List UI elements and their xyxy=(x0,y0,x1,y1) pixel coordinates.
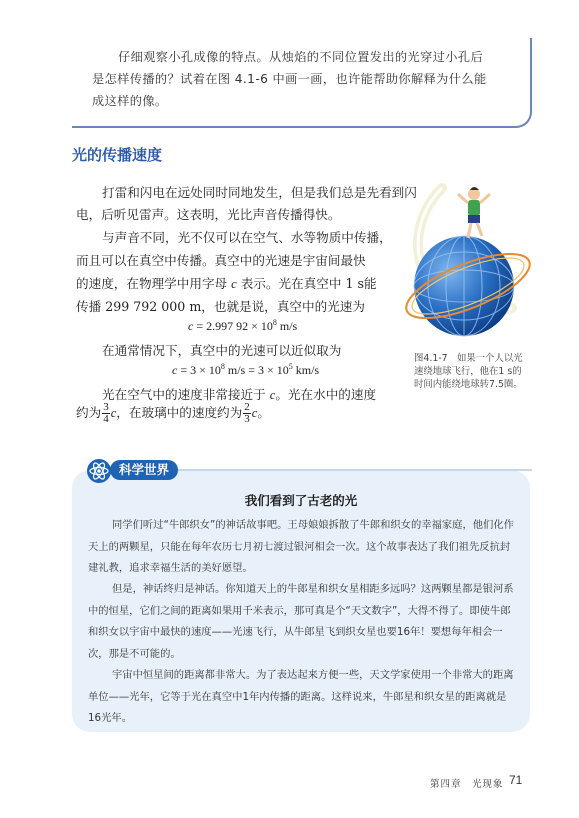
body-line-fractions: 约为 $\frac{3}{4}$ c，在玻璃中的速度约为 $\frac{2}{3}$ c。 xyxy=(76,401,270,425)
body-line: 与声音不同，光不仅可以在空气、水等物质中传播， xyxy=(102,230,392,245)
activity-box xyxy=(72,38,532,128)
fraction-water: $\frac{3}{4}$ xyxy=(103,401,109,425)
body-line: 光在空气中的速度非常接近于 c。光在水中的速度 xyxy=(102,387,377,402)
body-line: 传播 299 792 000 m，也就是说，真空中的光速为 xyxy=(76,299,365,314)
body-line: 的速度，在物理学中用字母 c 表示。光在真空中 1 s能 xyxy=(76,276,377,291)
caption-line: 图4.1-7 如果一个人以光 xyxy=(414,353,523,364)
science-article-title: 我们看到了古老的光 xyxy=(244,493,358,508)
figure-caption xyxy=(414,352,564,391)
equation-approx-speed: $c = 3 \times 10^8$ $m/s = 3 \times 10^5$ km/s xyxy=(172,362,320,377)
science-world-rule xyxy=(140,469,532,471)
activity-line: 是怎样传播的？试着在图 4.1-6 中画一画，也许能帮助你解释为什么能 xyxy=(92,72,487,86)
body-line: 打雷和闪电在远处同时同地发生，但是我们总是先看到闪 xyxy=(102,185,417,200)
caption-line: 时间内能绕地球转7.5圈。 xyxy=(414,379,523,390)
science-paragraph: 同学们听过“牛郎织女”的神话故事吧。王母娘娘拆散了牛郎和织女的幸福家庭，他们化作天上的两颗星，只能在每年农历七月初七渡过银河相会一次。这个故事表达了我们祖先反抗封建礼教，追求幸福生活的美好愿望。 xyxy=(88,519,514,574)
activity-line: 仔细观察小孔成像的特点。从烛焰的不同位置发出的光穿过小孔后 xyxy=(118,50,484,64)
science-world-label: 科学世界 xyxy=(110,460,178,480)
science-paragraph: 但是，神话终归是神话。你知道天上的牛郎星和织女星相距多远吗？这两颗星都是银河系中的恒星，它们之间的距离如果用千米表示，那可真是个“天文数字”，大得不得了。即使牛郎和织女以宇宙中最快的速度——光速飞行，从牛郎星飞到织女星也要16年！要想每年相会一次，那是不可能的。 xyxy=(88,583,514,660)
body-line: 在通常情况下，真空中的光速可以近似取为 xyxy=(102,343,342,358)
flying-person xyxy=(458,187,490,238)
body-line: 而且可以在真空中传播。真空中的光速是宇宙间最快 xyxy=(76,253,366,268)
activity-text xyxy=(92,46,522,112)
science-paragraph: 宇宙中恒星间的距离都非常大。为了表达起来方便一些，天文学家使用一个非常大的距离单位——光年，它等于光在真空中1年内传播的距离。这样说来，牛郎星和织女星的距离就是16光年。 xyxy=(88,669,514,724)
page-number: 71 xyxy=(509,773,523,787)
earth-light-figure xyxy=(402,168,542,346)
footer-chapter: 第四章 光现象 xyxy=(430,779,504,790)
section-title: 光的传播速度 xyxy=(72,146,163,164)
fraction-glass: $\frac{2}{3}$ xyxy=(244,401,250,425)
caption-line: 速绕地球飞行，他在1 s的 xyxy=(414,366,522,377)
body-line: 电，后听见雷声。这表明，光比声音传播得快。 xyxy=(76,207,341,222)
equation-light-speed: c = 2.997 $92 \times 10^8$ m/s xyxy=(188,318,298,333)
activity-line: 成这样的像。 xyxy=(92,94,168,108)
